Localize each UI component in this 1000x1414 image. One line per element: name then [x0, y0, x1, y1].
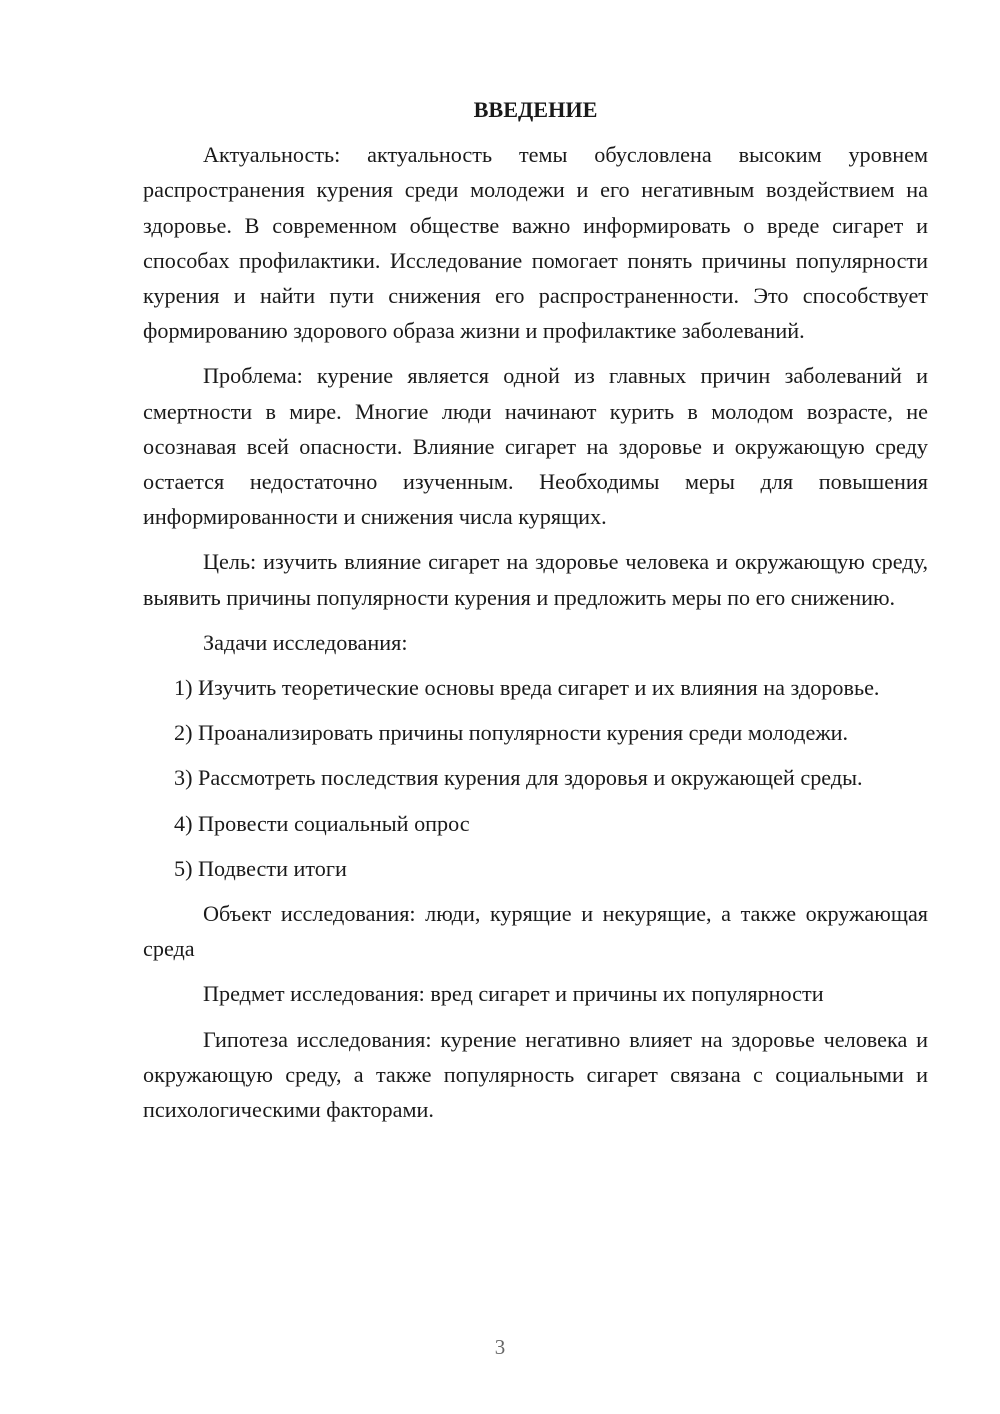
problem-paragraph: Проблема: курение является одной из главных причин заболеваний и смертности в мире. Многие люди начинают курить в молодом возрасте, не осознавая всей опасности. Влияние сигарет на здоровье и окружающую среду остается недостаточно изученным. Необходимы меры для повышения информированности и снижения числа курящих. [143, 363, 928, 530]
task-item-4: 4) Провести социальный опрос [174, 810, 470, 836]
document-page [143, 92, 928, 1137]
task-item-1: 1) Изучить теоретические основы вреда сигарет и их влияния на здоровье. [174, 675, 880, 701]
research-subject-paragraph: Предмет исследования: вред сигарет и причины их популярности [203, 981, 824, 1007]
task-item-3: 3) Рассмотреть последствия курения для здоровья и окружающей среды. [174, 765, 863, 791]
tasks-heading: Задачи исследования: [203, 629, 408, 655]
hypothesis-paragraph: Гипотеза исследования: курение негативно влияет на здоровье человека и окружающую среду, а также популярность сигарет связана с социальными и психологическими факторами. [143, 1026, 928, 1123]
research-object-paragraph: Объект исследования: люди, курящие и некурящие, а также окружающая среда [143, 901, 928, 962]
relevance-paragraph: Актуальность: актуальность темы обусловлена высоким уровнем распространения курения среди молодежи и его негативным воздействием на здоровье. В современном обществе важно информировать о вреде сигарет и способах профилактики. Исследование помогает понять причины популярности курения и найти пути снижения его распространенности. Это способствует формированию здорового образа жизни и профилактике заболеваний. [143, 142, 928, 344]
task-item-2: 2) Проанализировать причины популярности курения среди молодежи. [174, 720, 849, 746]
goal-paragraph: Цель: изучить влияние сигарет на здоровье человека и окружающую среду, выявить причины популярности курения и предложить меры по его снижению. [143, 549, 928, 610]
document-title: ВВЕДЕНИЕ [473, 97, 598, 122]
task-item-5: 5) Подвести итоги [174, 855, 347, 881]
page-number: 3 [494, 1335, 506, 1359]
